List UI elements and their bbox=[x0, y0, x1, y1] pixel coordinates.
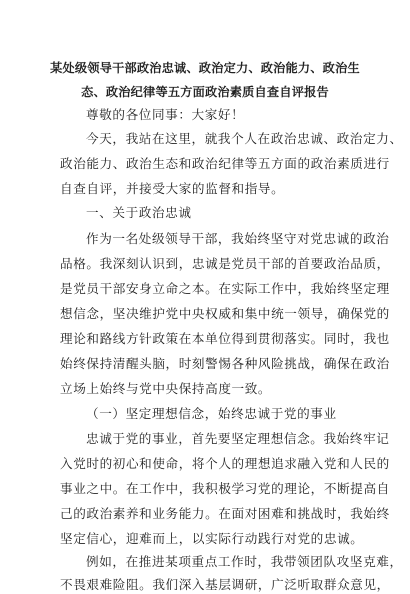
paragraph-line: 立场上始终与党中央保持高度一致。 bbox=[60, 381, 272, 396]
paragraph-line: 理论和路线方针政策在本单位得到贯彻落实。同时，我也 bbox=[60, 331, 390, 346]
paragraph-line: 是党员干部安身立命之本。在实际工作中，我始终坚定理 bbox=[60, 281, 390, 296]
paragraph-line: 例如，在推进某项重点工作时，我带领团队攻坚克难， bbox=[86, 554, 403, 569]
paragraph-line: 始终保持清醒头脑，时刻警惕各种风险挑战，确保在政治 bbox=[60, 356, 390, 371]
salutation: 尊敬的各位同事：大家好！ bbox=[86, 107, 245, 122]
document-title-line-1: 某处级领导干部政治忠诚、政治定力、政治能力、政治生 bbox=[50, 61, 360, 75]
section-heading: 一、关于政治忠诚 bbox=[86, 205, 192, 220]
paragraph-line: 品格。我深刻认识到，忠诚是党员干部的首要政治品质， bbox=[60, 256, 390, 271]
paragraph-line: 事业之中。在工作中，我积极学习党的理论，不断提高自 bbox=[60, 481, 390, 496]
paragraph-line: 不畏艰难险阻。我们深入基层调研，广泛听取群众意见， bbox=[60, 577, 390, 592]
paragraph-line: 政治能力、政治生态和政治纪律等五方面的政治素质进行 bbox=[60, 156, 390, 171]
paragraph-line: 己的政治素养和业务能力。在面对困难和挑战时，我始终 bbox=[60, 506, 390, 521]
subsection-heading: （一）坚定理想信念，始终忠诚于党的事业 bbox=[86, 406, 337, 421]
paragraph-line: 作为一名处级领导干部，我始终坚守对党忠诚的政治 bbox=[86, 231, 390, 246]
paragraph-line: 自查自评，并接受大家的监督和指导。 bbox=[60, 181, 285, 196]
paragraph-line: 入党时的初心和使命，将个人的理想追求融入党和人民的 bbox=[60, 456, 390, 471]
document-title-line-2: 态、政治纪律等五方面政治素质自查自评报告 bbox=[81, 85, 329, 99]
paragraph-line: 忠诚于党的事业，首先要坚定理想信念。我始终牢记 bbox=[86, 431, 390, 446]
paragraph-line: 坚定信心，迎难而上，以实际行动践行对党的忠诚。 bbox=[60, 531, 364, 546]
paragraph-line: 想信念，坚决维护党中央权威和集中统一领导，确保党的 bbox=[60, 306, 390, 321]
paragraph-line: 今天，我站在这里，就我个人在政治忠诚、政治定力、 bbox=[86, 131, 403, 146]
